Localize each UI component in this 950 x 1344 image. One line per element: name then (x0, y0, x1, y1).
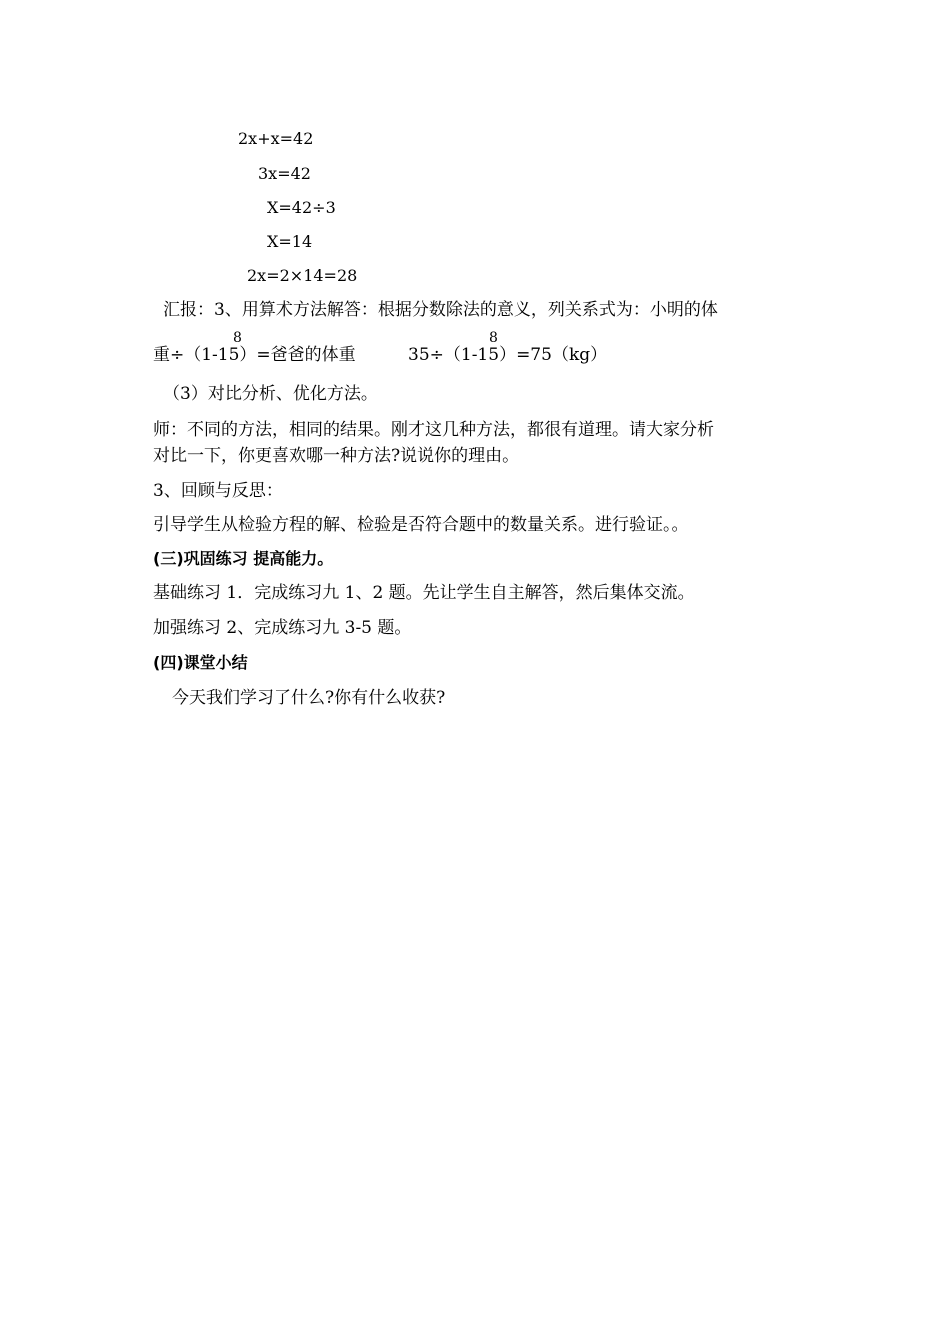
fraction-numerator-2: 8 (489, 330, 498, 346)
teacher-line-1: 师：不同的方法，相同的结果。刚才这几种方法，都很有道理。请大家分析 (153, 420, 714, 440)
report-line-2-relation: 重÷（1-15）=爸爸的体重 (153, 345, 356, 365)
equation-4: X=14 (267, 232, 313, 251)
reflect-text: 引导学生从检验方程的解、检验是否符合题中的数量关系。进行验证。。 (153, 515, 689, 535)
section4-heading: (四)课堂小结 (153, 653, 248, 672)
basic-practice: 基础练习 1．完成练习九 1、2 题。先让学生自主解答，然后集体交流。 (153, 583, 695, 603)
section3-heading: (三)巩固练习 提高能力。 (153, 549, 334, 568)
report-line-2-calculation: 35÷（1-15）=75（kg） (408, 345, 608, 365)
equation-3: X=42÷3 (267, 198, 336, 217)
reflect-heading: 3、回顾与反思： (153, 481, 283, 501)
equation-2: 3x=42 (258, 164, 311, 183)
step3-heading: （3）对比分析、优化方法。 (163, 384, 378, 404)
extra-practice: 加强练习 2、完成练习九 3-5 题。 (153, 618, 412, 638)
fraction-numerator-1: 8 (233, 330, 242, 346)
teacher-line-2: 对比一下，你更喜欢哪一种方法?说说你的理由。 (153, 446, 520, 466)
equation-1: 2x+x=42 (238, 129, 314, 148)
equation-5: 2x=2×14=28 (247, 266, 358, 285)
summary-question: 今天我们学习了什么?你有什么收获? (172, 688, 446, 708)
report-line-1: 汇报：3、用算术方法解答：根据分数除法的意义，列关系式为：小明的体 (163, 300, 718, 320)
